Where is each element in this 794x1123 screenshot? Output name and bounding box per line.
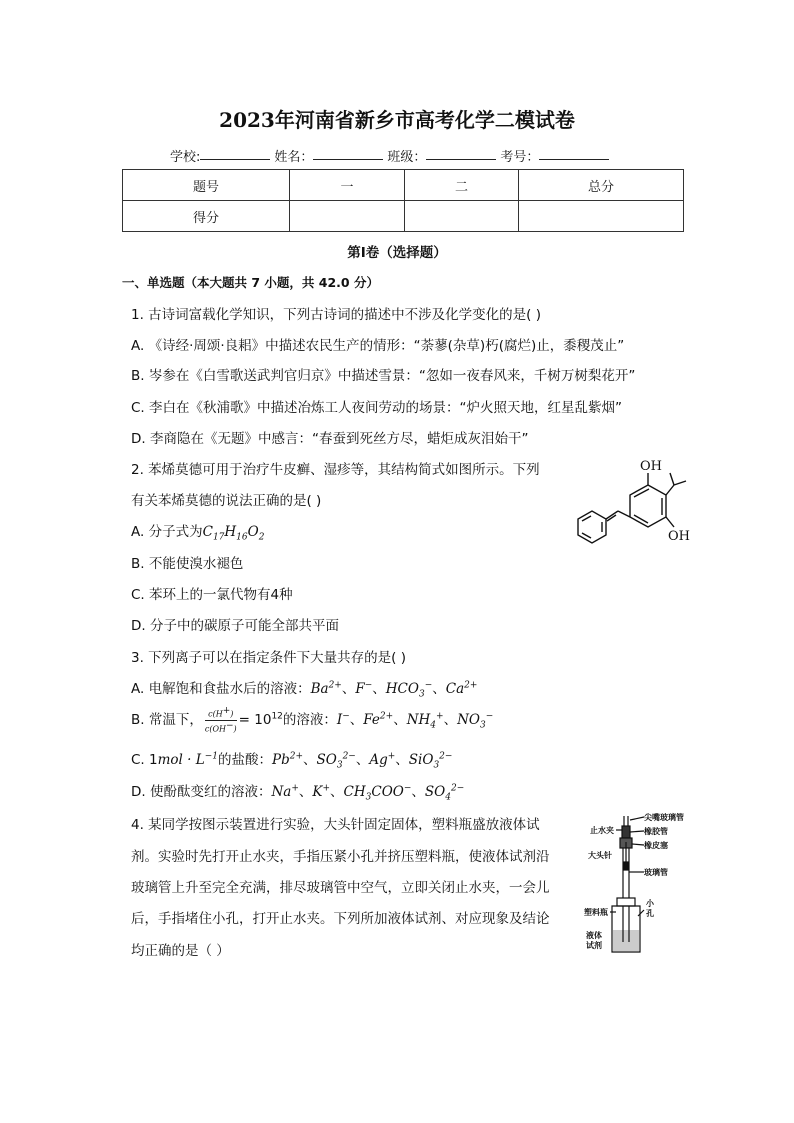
score-header-cell: 二 <box>405 170 519 201</box>
label-bottle: 塑料瓶 <box>584 908 608 917</box>
score-table <box>122 169 684 232</box>
apparatus-diagram <box>580 812 690 962</box>
q4-line1: 4. 某同学按图示装置进行实验，大头针固定固体，塑料瓶盛放液体试 <box>131 817 540 833</box>
label-rubber-tube: 橡胶管 <box>644 827 668 836</box>
label-stopper: 橡皮塞 <box>644 841 668 850</box>
q3-option-b-text: B. 常温下， <box>131 712 203 729</box>
q3-option-d: D. 使酚酞变红的溶液：Na+、K+、$CH_3COO^-$、$SO_4^{2-}$ <box>131 783 465 803</box>
class-label: 班级： <box>387 150 427 165</box>
q1-option-d: D. 李商隐在《无题》中感言：“春蚕到死丝方尽，蜡炬成灰泪始干” <box>131 431 529 447</box>
q3-option-a: A. 电解饱和食盐水后的溶液：$Ba^{2+}$、F−、$HCO_3^-$、$Ca^{2+}$ <box>131 680 478 700</box>
q4-line2: 剂。实验时先打开止水夹，手指压紧小孔并挤压塑料瓶，使液体试剂沿 <box>131 849 550 865</box>
class-blank <box>426 146 496 160</box>
q3-option-d-text: D. 使酚酞变红的溶液： <box>131 784 272 800</box>
q2-option-a-text: A. 分子式为 <box>131 524 203 540</box>
score-cell <box>405 201 519 232</box>
q2-stem-line2: 有关苯烯莫德的说法正确的是( ) <box>131 493 322 509</box>
label-hole-1: 小 <box>646 899 654 908</box>
q2-option-a: A. 分子式为$C_{17}H_{16}O_2$ <box>131 524 265 543</box>
student-info-line <box>170 146 613 165</box>
number-label: 考号： <box>500 150 540 165</box>
q3-option-b-suffix: 的溶液： <box>282 712 337 729</box>
q3-stem: 3. 下列离子可以在指定条件下大量共存的是( ) <box>131 650 406 666</box>
q4-line5: 均正确的是（ ） <box>131 943 230 959</box>
section-heading: 第Ⅰ卷（选择题） <box>347 245 447 261</box>
school-label: 学校: <box>170 150 201 165</box>
score-cell <box>290 201 405 232</box>
q3-option-c-text: C. 1 <box>131 752 158 768</box>
oh-bottom-label: OH <box>668 529 690 544</box>
name-label: 姓名： <box>274 150 314 165</box>
label-tip-tube: 尖嘴玻璃管 <box>644 813 684 822</box>
concentration-ratio-fraction: $\frac{c(H^+)}{c(OH^-)}$ <box>204 706 237 734</box>
q3-option-a-text: A. 电解饱和食盐水后的溶液： <box>131 681 311 697</box>
score-row-label: 得分 <box>123 201 290 232</box>
school-blank <box>200 146 270 160</box>
q1-stem: 1. 古诗词富载化学知识，下列古诗词的描述中不涉及化学变化的是( ) <box>131 307 541 323</box>
q2-option-d: D. 分子中的碳原子可能全部共平面 <box>131 618 339 634</box>
label-pin: 大头针 <box>588 851 612 860</box>
score-header-cell: 题号 <box>123 170 290 201</box>
label-clamp: 止水夹 <box>590 826 614 835</box>
q1-option-a: A. 《诗经·周颂·良耜》中描述农民生产的情形：“荼蓼(杂草)朽(腐烂)止，黍稷茂止” <box>131 338 625 354</box>
label-hole-2: 孔 <box>646 909 654 918</box>
score-header-cell: 总分 <box>519 170 684 201</box>
q4-line3: 玻璃管上升至完全充满，排尽玻璃管中空气，立即关闭止水夹，一会儿 <box>131 880 550 896</box>
q3-option-c-suffix: 的盐酸： <box>217 752 272 768</box>
q2-option-b: B. 不能使溴水褪色 <box>131 556 244 572</box>
q3-option-b: B. 常温下， $\frac{c(H^+)}{c(OH^-)}$ = $10^{12}$的溶液：I−、$Fe^{2+}$、$NH_4^+$、$NO_3^-$ <box>131 706 494 734</box>
page-title: 2023年河南省新乡市高考化学二模试卷 <box>219 108 575 132</box>
q4-line4: 后，手指堵住小孔，打开止水夹。下列所加液体试剂、对应现象及结论 <box>131 911 550 927</box>
score-header-cell: 一 <box>290 170 405 201</box>
q3-option-c: C. $1mol \cdot L^{-1}$的盐酸：$Pb^{2+}$、$SO_3^{2-}$、Ag+、SiO$_3^{2-}$ <box>131 751 453 771</box>
q2-stem-line1: 2. 苯烯莫德可用于治疗牛皮癣、湿疹等，其结构简式如图所示。下列 <box>131 462 540 478</box>
score-table-header-row <box>123 170 684 201</box>
label-glass-tube: 玻璃管 <box>644 868 668 877</box>
oh-top-label: OH <box>640 459 662 474</box>
label-liquid-2: 试剂 <box>586 941 602 950</box>
q2-option-c: C. 苯环上的一氯代物有4种 <box>131 587 293 603</box>
score-cell <box>519 201 684 232</box>
q1-option-c: C. 李白在《秋浦歌》中描述冶炼工人夜间劳动的场景：“炉火照天地，红星乱紫烟” <box>131 400 622 416</box>
name-blank <box>313 146 383 160</box>
benvitimod-structure-diagram <box>570 455 700 565</box>
score-table-row <box>123 201 684 232</box>
number-blank <box>539 146 609 160</box>
subsection-heading: 一、单选题（本大题共 7 小题，共 42.0 分） <box>122 275 379 290</box>
q1-option-b: B. 岑参在《白雪歌送武判官归京》中描述雪景：“忽如一夜春风来，千树万树梨花开” <box>131 368 636 384</box>
label-liquid-1: 液体 <box>586 931 602 940</box>
